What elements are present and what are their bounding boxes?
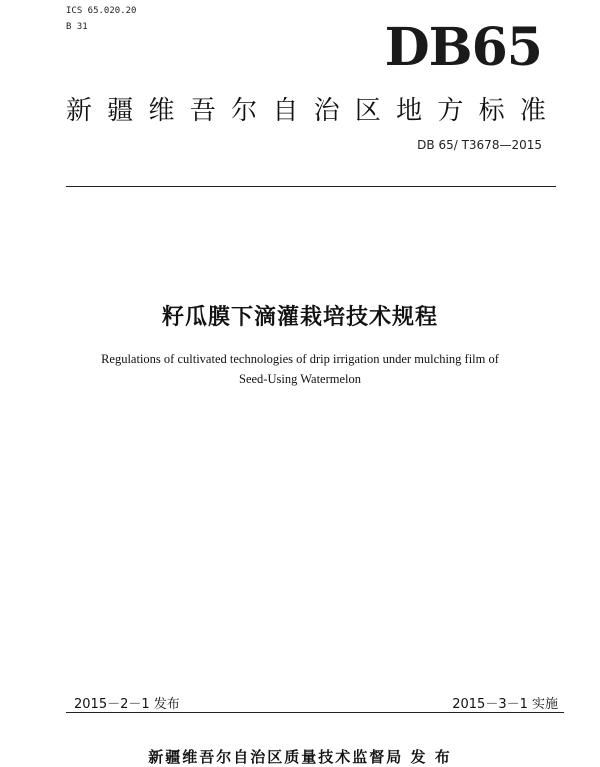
document-title-chinese: 籽瓜膜下滴灌栽培技术规程	[161, 305, 438, 330]
standard-name-char: 治	[313, 96, 340, 126]
document-title-english-line1: Regulations of cultivated technologies of drip irrigation under mulching film of	[101, 352, 499, 366]
standard-name-char: 吾	[189, 96, 216, 126]
standard-name-char: 地	[396, 96, 423, 126]
document-title-english-line2: Seed-Using Watermelon	[239, 372, 361, 386]
db65-logo: DB65	[384, 17, 542, 78]
standard-name	[66, 90, 546, 127]
standard-name-char: 维	[148, 96, 175, 126]
standard-name-char: 标	[478, 96, 505, 126]
footer-divider	[66, 712, 564, 713]
standard-code: DB 65/ T3678—2015	[417, 138, 542, 152]
standard-name-char: 自	[272, 96, 299, 126]
standard-name-char: 准	[519, 96, 546, 126]
standard-name-char: 尔	[231, 96, 258, 126]
standard-name-char: 区	[354, 96, 381, 126]
standard-name-char: 新	[66, 96, 93, 126]
publisher: 新疆维吾尔自治区质量技术监督局 发 布	[148, 748, 452, 766]
ics-code: ICS 65.020.20	[66, 6, 137, 16]
implement-date: 2015－3－1 实施	[452, 697, 558, 712]
classification-code: B 31	[66, 22, 88, 32]
header-divider	[66, 186, 556, 187]
standard-name-char: 方	[437, 96, 464, 126]
standard-name-char: 疆	[107, 96, 134, 126]
issue-date: 2015－2－1 发布	[74, 697, 180, 712]
